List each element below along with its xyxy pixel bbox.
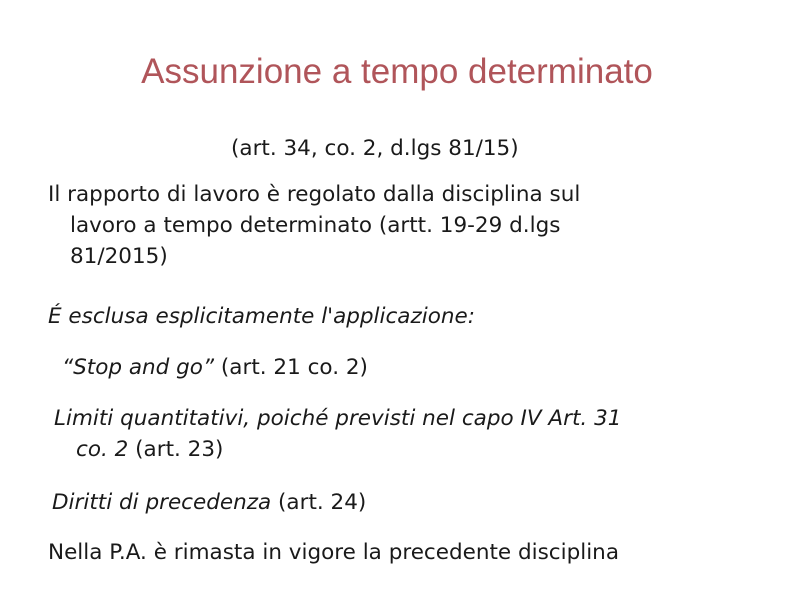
paragraph-line: 81/2015) xyxy=(70,244,168,269)
reference-text: (art. 21 co. 2) xyxy=(214,355,368,380)
paragraph-pa: Nella P.A. è rimasta in vigore la precedente disciplina xyxy=(48,540,619,565)
word: Limiti xyxy=(54,406,114,431)
paragraph-limiti xyxy=(54,404,746,466)
word: è xyxy=(266,182,281,207)
slide-title: Assunzione a tempo determinato xyxy=(141,52,653,91)
paragraph-rapporto xyxy=(48,180,746,273)
italic-text: “Stop and go” xyxy=(62,355,215,380)
word: 19-29 xyxy=(439,213,503,238)
word: nel xyxy=(422,406,455,431)
word: tempo xyxy=(163,213,233,238)
word: determinato xyxy=(239,213,372,238)
word: poiché xyxy=(257,406,329,431)
paragraph-stop-and-go xyxy=(62,353,368,383)
paragraph-line xyxy=(48,211,746,242)
word: a xyxy=(143,213,157,238)
word: d.lgs xyxy=(509,213,561,238)
reference-text: (art. 23) xyxy=(128,437,224,462)
paragraph-line xyxy=(48,180,746,211)
word: disciplina xyxy=(441,182,543,207)
word: sul xyxy=(549,182,581,207)
paragraph-diritti xyxy=(52,488,366,518)
paragraph-esclusa: É esclusa esplicitamente l'applicazione: xyxy=(48,304,475,329)
word: capo xyxy=(461,406,514,431)
word: previsti xyxy=(335,406,416,431)
reference-text: (art. 24) xyxy=(271,490,367,515)
word: IV xyxy=(520,406,542,431)
word: quantitativi, xyxy=(120,406,251,431)
word: di xyxy=(166,182,187,207)
word: 31 xyxy=(594,406,622,431)
word: lavoro xyxy=(70,213,137,238)
slide-subtitle: (art. 34, co. 2, d.lgs 81/15) xyxy=(231,136,519,161)
italic-text: Diritti di precedenza xyxy=(52,490,272,515)
word: Il xyxy=(48,182,61,207)
word: Art. xyxy=(548,406,588,431)
word: (artt. xyxy=(378,213,433,238)
word: lavoro xyxy=(193,182,260,207)
paragraph-line xyxy=(54,404,746,435)
paragraph-line xyxy=(54,435,746,466)
word: regolato xyxy=(286,182,376,207)
word: rapporto xyxy=(67,182,161,207)
word: dalla xyxy=(382,182,435,207)
italic-text: co. 2 xyxy=(76,437,129,462)
